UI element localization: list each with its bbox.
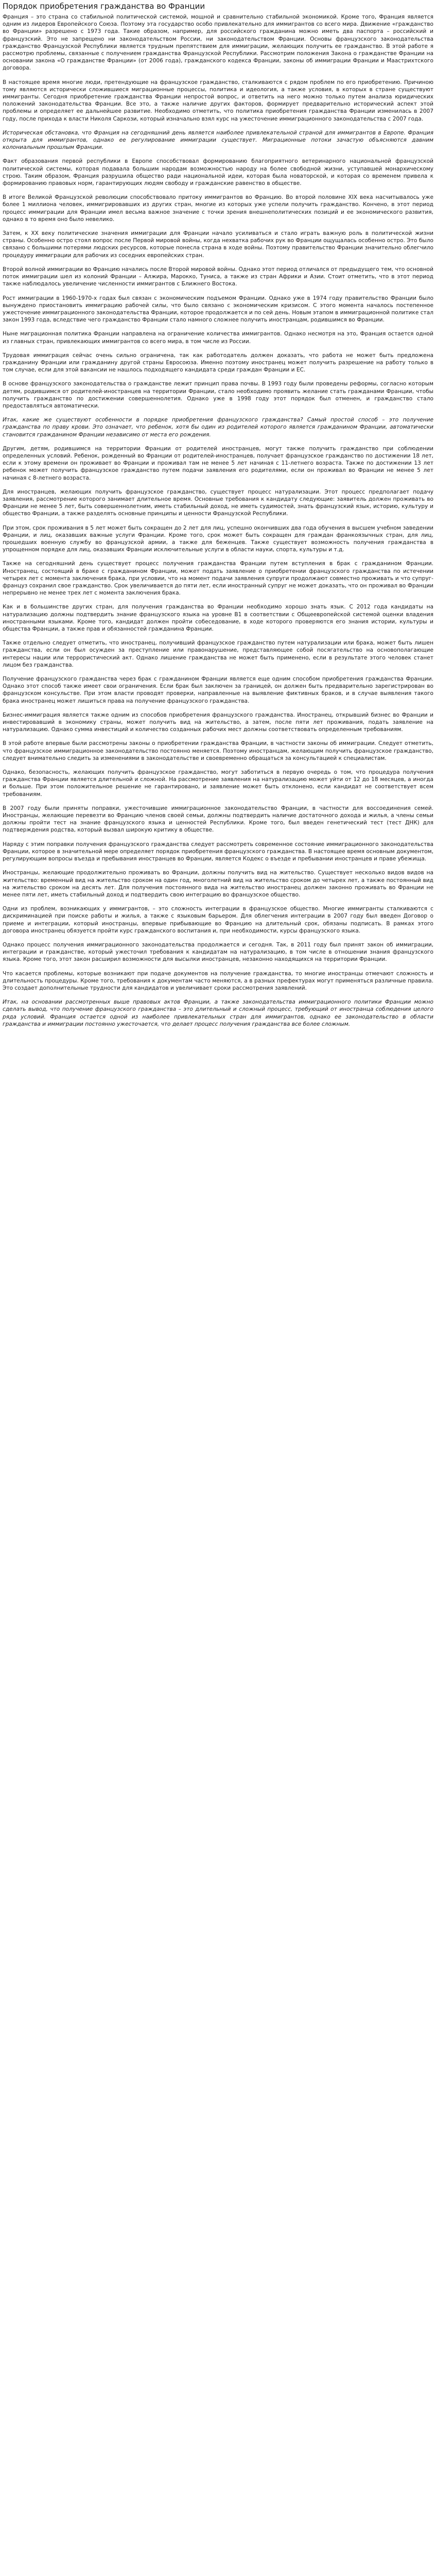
paragraph: Как и в большинстве других стран, для получения гражданства во Франции необходимо хорошо знать язык. С 2012 года кандидаты на натурализацию должны подтвердить знание французского языка на уровне B1 в соответствии с Общеевропейской системой оценки владения иностранными языками. Кроме того, кандидат должен пройти собеседование, в ходе которого проверяются его знания истории, культуры и общества Франции, а также прав и обязанностей гражданина Франции. [3,604,433,633]
paragraph: Историческая обстановка, что Франция на сегодняшний день является наиболее привлекательной страной для иммигрантов в Европе. Франция открыта для иммигрантов, однако ее регулирование иммиграции существует. Миграционные потоки зачастую объясняются давним колониальным прошлым Франции. [3,129,433,151]
paragraph: Факт образования первой республики в Европе способствовал формированию благоприятного ветеринарного национальной французской политической системы, которая подавала большим народам возможностью народу на более свободной жизни, уступавшей монархическому строю. Таким образом, Франция разрушила общество ради национальной идеи, которая была новаторской, и которая со временем привела к формированию правовых норм, гарантирующих людям свободу и гражданские равенство в обществе. [3,158,433,187]
paragraph: Однако процесс получения иммиграционного законодательства продолжается и сегодня. Так, в 2011 году был принят закон об иммиграции, интеграции и гражданстве, который ужесточил требования к кандидатам на натурализацию, в том числе в отношении знания французского языка. Кроме того, этот закон расширил возможности для высылки иностранцев, незаконно находящихся на территории Франции. [3,941,433,963]
paragraph: Также отдельно следует отметить, что иностранец, получивший французское гражданство путем натурализации или брака, может быть лишен гражданства, если он был осужден за преступление или правонарушение, представляющее собой посягательство на основополагающие интересы нации или террористический акт. Однако лишение гражданства не может быть применено, если в результате этого человек станет лицом без гражданства. [3,640,433,668]
paragraph: Наряду с этим поправки получения французского гражданства следует рассмотреть современное состояние иммиграционного законодательства Франции, которое в значительной мере определяет порядок приобретения французского гражданства. В настоящее время основным документом, регулирующим вопросы въезда и пребывания иностранцев во Франции, является Кодекс о въезде и пребывании иностранцев и праве убежища. [3,841,433,862]
paragraph: В настоящее время многие люди, претендующие на французское гражданство, сталкиваются с рядом проблем по его приобретению. Причиною тому являются исторически сложившиеся миграционные процессы, политика и идеология, а также условия, в которых в стране существуют иммигранты. Сегодня приобретение гражданства Франции непростой вопрос, и ответить на него можно только путем анализа юридических положений законодательства Франции. Все это, а также наличие других факторов, формирует предварительно исторический аспект этой проблемы и определяет ее дальнейшее развитие. Необходимо отметить, что политика приобретения гражданства Франции изменилась в 2007 году, после прихода к власти Николя Саркози, который изначально взял курс на ужесточение иммиграционного законодательства с 2007 года. [3,79,433,122]
paragraph: Бизнес-иммиграция является также одним из способов приобретения французского гражданства. Иностранец, открывший бизнес во Франции и инвестировавший в экономику страны, может получить вид на жительство, а затем, после пяти лет проживания, подать заявление на натурализацию. Однако сумма инвестиций и количество созданных рабочих мест должны соответствовать определенным требованиям. [3,711,433,733]
paragraph: Затем, к XX веку политические значения иммиграции для Франции начало усиливаться и стало играть важную роль в политической жизни страны. Особенно остро стоял вопрос после Первой мировой войны, когда нехватка рабочих рук во Франции ощущалась особенно остро. Это было связано с большими потерями людских ресурсов, которые понесла страна в ходе войны. Поэтому правительство Франции значительно облегчило процедуру иммиграции для рабочих из соседних европейских стран. [3,230,433,259]
paragraph: Однако, безопасность, желающих получить французское гражданство, могут заботиться в первую очередь о том, что процедура получения гражданства Франции является длительной и сложной. На рассмотрение заявления на натурализацию может уйти от 12 до 18 месяцев, а иногда и больше. При этом положительное решение не гарантировано, и заявление может быть отклонено, если кандидат не соответствует всем требованиям. [3,769,433,798]
paragraph: Также на сегодняшний день существует процесс получения гражданства Франции путем вступления в брак с гражданином Франции. Иностранец, состоящий в браке с гражданином Франции, может подать заявление о приобретении французского гражданства по истечении четырех лет с момента заключения брака, при условии, что на момент подачи заявления супруги продолжают совместно проживать и что супруг-француз сохранил свое гражданство. Срок увеличивается до пяти лет, если иностранный супруг не может доказать, что он проживал во Франции непрерывно не менее трех лет с момента заключения брака. [3,561,433,597]
paragraph: Трудовая иммиграция сейчас очень сильно ограничена, так как работодатель должен доказать, что работа не может быть предложена гражданину Франции или гражданину другой страны Евросоюза. Именно поэтому иностранец может получить разрешение на работу только в том случае, если для этой вакансии не нашлось подходящего кандидата среди граждан Франции и ЕС. [3,352,433,374]
paragraph: Рост иммиграции в 1960-1970-х годах был связан с экономическим подъемом Франции. Однако уже в 1974 году правительство Франции было вынуждено приостановить иммиграцию рабочей силы, что было связано с экономическим кризисом. С этого момента началось постепенное ужесточение иммиграционного законодательства Франции, которое продолжается и по сей день. Новым этапом в иммиграционной политике стал закон 1993 года, вследствие чего гражданство Франции стало намного сложнее получить иностранцам, родившимся во Франции. [3,295,433,324]
paragraph: При этом, срок проживания в 5 лет может быть сокращен до 2 лет для лиц, успешно окончивших два года обучения в высшем учебном заведении Франции, и лиц, оказавших важные услуги Франции. Кроме того, срок может быть сокращен для граждан франкоязычных стран, для лиц, прошедших военную службу во французской армии, а также для беженцев. Также существует возможность получения гражданства в упрощенном порядке для лиц, оказавших Франции исключительные услуги в области науки, спорта, культуры и т.д. [3,524,433,553]
paragraph: Другим, детям, родившимся на территории Франции от родителей иностранцев, могут также получить гражданство при соблюдении определенных условий. Ребенок, рожденный во Франции от родителей-иностранцев, получает французское гражданство по достижении 18 лет, если к этому времени он проживает во Франции и проживал там не менее 5 лет начиная с 11-летнего возраста. Также по достижении 13 лет ребенок может получить французское гражданство путем подачи заявления его родителями, если он проживал во Франции не менее 5 лет начиная с 8-летнего возраста. [3,445,433,481]
paragraph: Что касается проблемы, которые возникают при подаче документов на получение гражданства, то многие иностранцы отмечают сложность и длительность процедуры. Кроме того, требования к документам часто меняются, а в разных префектурах могут применяться различные правила. Это создает дополнительные трудности для кандидатов и увеличивает сроки рассмотрения заявлений. [3,970,433,991]
paragraph: В этой работе впервые были рассмотрены законы о приобретении гражданства Франции, в частности законы об иммиграции. Следует отметить, что французское иммиграционное законодательство постоянно меняется. Поэтому иностранцам, желающим получить французское гражданство, следует внимательно следить за изменениями в законодательстве и своевременно обращаться за консультацией к специалистам. [3,740,433,761]
paragraph: В итоге Великой Французской революции способствовало притоку иммигрантов во Францию. Во второй половине XIX века насчитывалось уже более 1 миллиона человек, иммигрировавших из других стран, многие из которых уже успели получить гражданство. Кончено, в этот период процесс иммиграции для Франции имел весьма важное значение с точки зрения внешнеполитических позиций и ее экономического развития, однако в то время оно было невелико. [3,194,433,223]
paragraph: Для иностранцев, желающих получить французское гражданство, существует процесс натурализации. Этот процесс предполагает подачу заявления, рассмотрение которого занимает длительное время. Основные требования к кандидату следующие: заявитель должен проживать во Франции не менее 5 лет, быть совершеннолетним, иметь стабильный доход, не иметь судимостей, знать французский язык, историю, культуру и общество Франции, а также разделять основные принципы и ценности Французской Республики. [3,488,433,517]
article-body [3,13,433,1028]
paragraph: Одни из проблем, возникающих у иммигрантов, – это сложность интеграции в французское общество. Многие иммигранты сталкиваются с дискриминацией при поиске работы и жилья, а также с языковым барьером. Для облегчения интеграции в 2007 году был введен Договор о приеме и интеграции, который иностранцы, впервые прибывающие во Францию на длительный срок, обязаны подписать. В рамках этого договора иностранец обязуется пройти курс гражданского воспитания и, при необходимости, курсы французского языка. [3,906,433,934]
paragraph: Франция – это страна со стабильной политической системой, мощной и сравнительно стабильной экономикой. Кроме того, Франция является одним из лидеров Европейского Союза. Поэтому эта государство особо привлекательно для иммигрантов со всего мира. Движение «гражданство во Франции» разрешено с 1973 года. Такие образом, например, для российского гражданина можно иметь два паспорта – российский и французский. Это не запрещено ни законодательством России, ни законодательством Франции. Основы французского законодательства гражданство Французской Республики является трудным препятствием для иммиграции, желающих получить ее гражданство. В этой работе я рассмотрю проблемы, связанные с получением гражданства Французской Республики. Рассмотрим положения Закона о гражданстве Франции на основании закона «О гражданстве Франции» (от 2006 года), гражданского кодекса Франции, законы об иммиграции Франции и Маастрихтского договора. [3,14,433,72]
page-title: Порядок приобретения гражданства во Франции [3,2,205,11]
paragraph: Получение французского гражданства через брак с гражданином Франции является еще одним способом приобретения гражданства Франции. Однако этот способ также имеет свои ограничения. Если брак был заключен за границей, он должен быть предварительно зарегистрирован во французском консульстве. При этом власти проводят проверки, направленные на выявление фиктивных браков, и в случае выявления такого брака иностранец может лишиться права на получение французского гражданства. [3,676,433,704]
paragraph: Второй волной иммиграции во Францию начались после Второй мировой войны. Однако этот период отличался от предыдущего тем, что основной поток иммиграции шел из колоний Франции – Алжира, Марокко, Туниса, а также из стран Африки и Азии. Стоит отметить, что в этот период также наблюдалось увеличение численности иммигрантов с Ближнего Востока. [3,266,433,287]
paragraph: Ныне миграционная политика Франции направлена на ограничение количества иммигрантов. Однако несмотря на это, Франция остается одной из главных стран, привлекающих иммигрантов со всего мира, в том числе из России. [3,331,433,345]
paragraph: Иностранцы, желающие продолжительно проживать во Франции, должны получить вид на жительство. Существует несколько видов видов на жительство: временный вид на жительство сроком на один год, многолетний вид на жительство сроком до четырех лет, а также постоянный вид на жительство сроком на десять лет. Для получения постоянного вида на жительство иностранец должен законно проживать во Франции не менее пяти лет, иметь стабильный доход и подтвердить свою интеграцию во французское общество. [3,870,433,898]
article-page [0,0,436,1039]
paragraph: В основе французского законодательства о гражданстве лежит принцип права почвы. В 1993 году были проведены реформы, согласно которым детям, родившимся от родителей-иностранцев на территории Франции, стало необходимо проявить желание стать гражданами Франции, чтобы получить гражданство по достижении совершеннолетия. Однако уже в 1998 году этот порядок был отменен, и гражданство стало предоставляться автоматически. [3,381,433,409]
paragraph: Итак, на основании рассмотренных выше правовых актов Франции, а также законодательства иммиграционного политики Франции можно сделать вывод, что получение французского гражданства – это длительный и сложный процесс, требующий от иностранца соблюдения целого ряда условий. Франция остается одной из наиболее привлекательных стран для иммигрантов, однако ее законодательство в области гражданства и иммиграции постоянно ужесточается, что делает процесс получения гражданства все более сложным. [3,999,433,1027]
paragraph: Итак, какие же существуют особенности в порядке приобретения французского гражданства? Самый простой способ – это получение гражданства по праву крови. Это означает, что ребенок, хотя бы один из родителей которого является гражданином Франции, автоматически становится гражданином Франции независимо от места его рождения. [3,417,433,438]
paragraph: В 2007 году были приняты поправки, ужесточившие иммиграционное законодательство Франции, в частности для воссоединения семей. Иностранцы, желающие перевезти во Францию членов своей семьи, должны подтвердить наличие достаточного дохода и жилья, а члены семьи должны пройти тест на знание французского языка и ценностей Республики. Кроме того, был введен генетический тест (тест ДНК) для подтверждения родства, который вызвал широкую критику в обществе. [3,805,433,834]
